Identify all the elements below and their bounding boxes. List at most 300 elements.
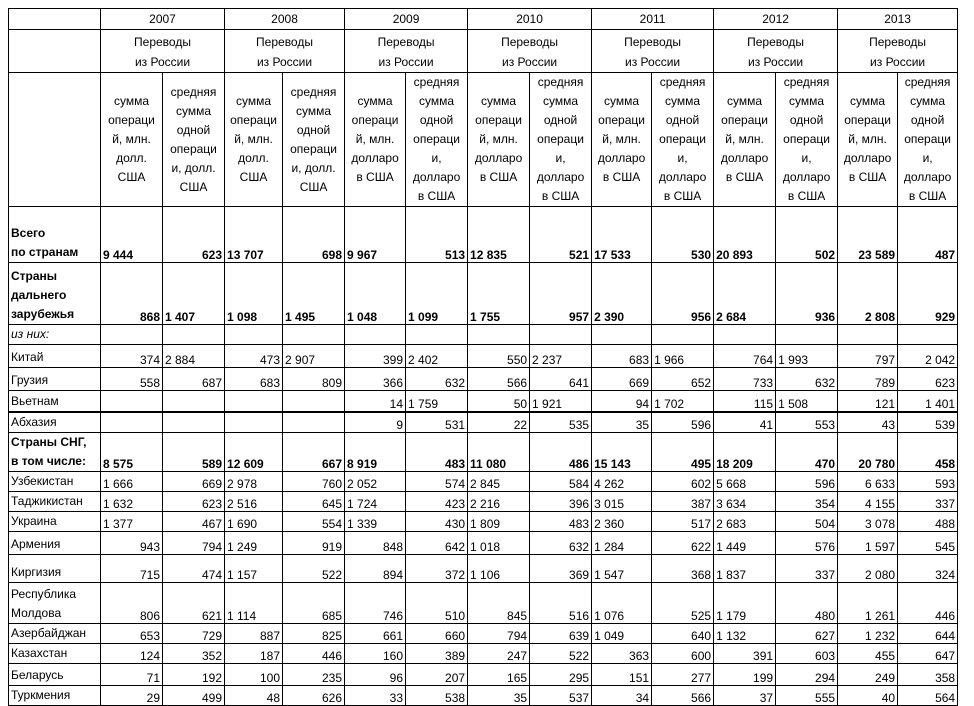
table-cell: 13 707 [225, 207, 283, 263]
row-label [9, 432, 101, 471]
table-cell: 17 533 [592, 207, 652, 263]
table-row [9, 207, 958, 263]
row-label-line: Украина [11, 513, 57, 528]
table-cell: 794 [468, 623, 530, 643]
table-cell: 733 [714, 368, 776, 391]
column-header-line: США [117, 170, 146, 184]
column-header [530, 73, 592, 207]
table-cell: 396 [530, 491, 592, 511]
group-header [468, 30, 592, 73]
table-cell: 652 [652, 368, 714, 391]
table-cell: 12 835 [468, 207, 530, 263]
table-cell: 517 [652, 511, 714, 531]
column-header-line: долл. [116, 151, 147, 165]
column-header-line: и, [677, 151, 688, 165]
column-header [898, 73, 958, 207]
table-cell: 789 [838, 368, 898, 391]
column-header-line: одной [910, 113, 945, 127]
row-label-line: Казахстан [11, 645, 68, 660]
table-cell: 14 [345, 391, 406, 412]
column-header [592, 73, 652, 207]
table-cell: 354 [776, 491, 838, 511]
column-header-line: долларо [658, 170, 707, 184]
table-cell: 957 [530, 263, 592, 325]
table-cell: 470 [776, 432, 838, 471]
table-cell: 3 634 [714, 491, 776, 511]
table-cell: 1 284 [592, 531, 652, 554]
row-label [9, 554, 101, 582]
table-cell: 5 668 [714, 471, 776, 491]
column-header [776, 73, 838, 207]
table-cell: 550 [468, 345, 530, 368]
group-header [345, 30, 468, 73]
group-header-line: из России [502, 55, 558, 69]
table-cell: 1 098 [225, 263, 283, 325]
column-header-line: сумма [665, 94, 701, 108]
row-label [9, 685, 101, 705]
table-cell: 669 [592, 368, 652, 391]
row-label-line: Азербайджан [11, 625, 87, 640]
table-cell: 480 [776, 582, 838, 623]
group-header [225, 30, 345, 73]
table-cell: 537 [530, 685, 592, 705]
column-header-line: сумма [727, 94, 763, 108]
table-cell: 488 [898, 511, 958, 531]
table-cell: 797 [838, 345, 898, 368]
table-cell: 8 919 [345, 432, 406, 471]
column-header [283, 73, 345, 207]
table-cell: 199 [714, 663, 776, 685]
table-cell: 458 [898, 432, 958, 471]
corner-cell [9, 73, 101, 207]
table-cell: 1 407 [163, 263, 225, 325]
table-cell: 642 [406, 531, 468, 554]
table-cell: 391 [714, 643, 776, 663]
year-header: 2008 [225, 9, 345, 30]
table-cell: 1 018 [468, 531, 530, 554]
table-cell: 623 [898, 368, 958, 391]
table-cell: 295 [530, 663, 592, 685]
table-cell: 1 837 [714, 554, 776, 582]
row-label-line: Молдова [11, 605, 62, 620]
table-cell: 698 [283, 207, 345, 263]
row-label-line: Республика [11, 586, 77, 601]
table-cell: 596 [776, 471, 838, 491]
table-cell: 510 [406, 582, 468, 623]
column-header-line: и, долл. [291, 160, 336, 175]
table-cell: 845 [468, 582, 530, 623]
year-header: 2012 [714, 9, 838, 30]
table-cell: 1 339 [345, 511, 406, 531]
table-cell: 337 [898, 491, 958, 511]
table-cell: 499 [163, 685, 225, 705]
table-row [9, 432, 958, 471]
row-label-line: из них: [11, 327, 50, 341]
row-label [9, 471, 101, 491]
table-cell: 622 [652, 531, 714, 554]
table-cell: 564 [898, 685, 958, 705]
year-header: 2013 [838, 9, 958, 30]
row-label [9, 623, 101, 643]
table-cell: 1 702 [652, 391, 714, 412]
column-header-line: сумма [481, 94, 517, 108]
table-cell: 538 [406, 685, 468, 705]
table-cell [225, 391, 283, 412]
table-cell: 2 052 [345, 471, 406, 491]
table-cell: 100 [225, 663, 283, 685]
column-header-line: средняя [413, 75, 460, 89]
column-header-line: й, млн. [355, 132, 395, 146]
table-cell: 661 [345, 623, 406, 643]
table-cell: 535 [530, 412, 592, 433]
column-header-line: США [179, 179, 208, 194]
table-cell: 760 [283, 471, 345, 491]
column-header-line: долларо [843, 151, 892, 165]
group-header-line: из России [625, 55, 681, 69]
table-cell: 641 [530, 368, 592, 391]
column-header [652, 73, 714, 207]
remittances-table [8, 8, 958, 706]
table-cell: 1 993 [776, 345, 838, 368]
column-header-line: долларо [597, 151, 646, 165]
table-cell: 1 179 [714, 582, 776, 623]
table-cell: 187 [225, 643, 283, 663]
table-cell: 1 049 [592, 623, 652, 643]
table-cell: 1 921 [530, 391, 592, 412]
column-header-line: в США [848, 170, 887, 184]
table-cell: 467 [163, 511, 225, 531]
table-cell: 2 042 [898, 345, 958, 368]
column-header-line: операци [413, 132, 460, 146]
table-cell: 596 [652, 412, 714, 433]
table-cell: 3 015 [592, 491, 652, 511]
row-label-line: зарубежья [11, 307, 75, 321]
row-label-line: Всего [11, 226, 46, 240]
column-header-line: в США [479, 170, 518, 184]
column-header-line: в США [663, 189, 702, 203]
column-header-line: и, [555, 151, 566, 165]
column-header-line: долл. [238, 151, 269, 165]
table-cell: 653 [101, 623, 163, 643]
column-header-line: одной [789, 113, 824, 127]
table-cell: 627 [776, 623, 838, 643]
group-header [838, 30, 958, 73]
table-cell: 2 516 [225, 491, 283, 511]
table-cell: 683 [225, 368, 283, 391]
table-cell: 1 597 [838, 531, 898, 554]
table-cell: 387 [652, 491, 714, 511]
column-header-line: долларо [903, 170, 952, 184]
table-cell: 9 [345, 412, 406, 433]
table-cell: 34 [592, 685, 652, 705]
table-cell: 555 [776, 685, 838, 705]
table-cell: 516 [530, 582, 592, 623]
column-header-line: операци [904, 132, 951, 146]
table-cell: 372 [406, 554, 468, 582]
table-cell: 22 [468, 412, 530, 433]
table-cell: 121 [838, 391, 898, 412]
row-label-line: Абхазия [11, 414, 57, 429]
table-cell [101, 325, 163, 345]
table-cell: 495 [652, 432, 714, 471]
column-header [101, 73, 163, 207]
group-header [101, 30, 225, 73]
table-row [9, 391, 958, 412]
group-header-line: Переводы [256, 35, 313, 49]
table-cell: 603 [776, 643, 838, 663]
row-label-line: Узбекистан [11, 473, 74, 488]
column-header-line: средняя [290, 84, 337, 99]
table-cell: 277 [652, 663, 714, 685]
column-header-line: долларо [351, 151, 399, 165]
table-cell: 207 [406, 663, 468, 685]
table-cell: 1 249 [225, 531, 283, 554]
table-cell: 1 690 [225, 511, 283, 531]
table-cell: 473 [225, 345, 283, 368]
row-label-line: Вьетнам [11, 393, 59, 408]
table-cell: 249 [838, 663, 898, 685]
row-label [9, 345, 101, 368]
table-cell: 151 [592, 663, 652, 685]
table-cell: 37 [714, 685, 776, 705]
row-label-line: в том числе: [11, 453, 86, 468]
table-cell: 715 [101, 554, 163, 582]
table-row [9, 582, 958, 623]
table-cell: 35 [592, 412, 652, 433]
row-label-line: Грузия [11, 373, 49, 387]
table-cell: 504 [776, 511, 838, 531]
table-cell: 324 [898, 554, 958, 582]
table-cell: 2 402 [406, 345, 468, 368]
row-label-line: Страны [11, 269, 58, 283]
table-cell: 531 [406, 412, 468, 433]
table-row [9, 663, 958, 685]
column-header-line: долларо [782, 170, 831, 184]
column-header-line: долларо [536, 170, 585, 184]
column-header [714, 73, 776, 207]
table-cell: 399 [345, 345, 406, 368]
year-header: 2010 [468, 9, 592, 30]
table-cell: 632 [776, 368, 838, 391]
column-header-line: операци [475, 113, 522, 127]
row-label [9, 368, 101, 391]
table-cell: 374 [101, 345, 163, 368]
year-header: 2011 [592, 9, 714, 30]
table-row [9, 554, 958, 582]
table-cell: 247 [468, 643, 530, 663]
table-row [9, 263, 958, 325]
column-header-line: средняя [659, 75, 706, 89]
row-label [9, 663, 101, 685]
column-header [406, 73, 468, 207]
table-cell: 894 [345, 554, 406, 582]
table-cell: 352 [163, 643, 225, 663]
group-header-line: из России [870, 55, 926, 69]
column-header-line: операци [844, 113, 891, 127]
table-cell [714, 325, 776, 345]
table-cell [225, 412, 283, 433]
table-cell: 96 [345, 663, 406, 685]
column-header-line: сумма [113, 94, 150, 108]
table-cell: 29 [101, 685, 163, 705]
row-label [9, 207, 101, 263]
group-header-line: Переводы [869, 35, 927, 49]
row-label [9, 511, 101, 531]
table-cell: 919 [283, 531, 345, 554]
column-header-line: и, [922, 151, 933, 165]
table-cell: 2 845 [468, 471, 530, 491]
column-header-line: операци [290, 141, 337, 156]
table-cell: 11 080 [468, 432, 530, 471]
table-cell: 647 [898, 643, 958, 663]
group-header-line: Переводы [747, 35, 805, 49]
table-row [9, 511, 958, 531]
table-cell: 389 [406, 643, 468, 663]
column-header-line: в США [417, 189, 456, 203]
table-cell: 368 [652, 554, 714, 582]
table-cell: 667 [283, 432, 345, 471]
table-cell [468, 325, 530, 345]
table-cell: 1 106 [468, 554, 530, 582]
column-header-line: сумма [910, 94, 946, 108]
table-cell: 2 216 [468, 491, 530, 511]
table-cell [406, 325, 468, 345]
table-cell: 41 [714, 412, 776, 433]
table-row [9, 345, 958, 368]
table-cell: 2 808 [838, 263, 898, 325]
table-cell: 48 [225, 685, 283, 705]
column-header-line: в США [787, 189, 826, 203]
table-cell: 12 609 [225, 432, 283, 471]
row-label [9, 263, 101, 325]
column-header-line: в США [356, 170, 394, 184]
table-cell: 746 [345, 582, 406, 623]
row-label [9, 531, 101, 554]
table-cell: 956 [652, 263, 714, 325]
table-cell: 589 [163, 432, 225, 471]
table-cell: 764 [714, 345, 776, 368]
table-cell: 1 666 [101, 471, 163, 491]
column-header-line: операци [108, 113, 155, 127]
table-cell: 192 [163, 663, 225, 685]
table-cell: 502 [776, 207, 838, 263]
table-cell: 685 [283, 582, 345, 623]
table-row [9, 491, 958, 511]
column-header-line: и, долл. [171, 160, 216, 175]
column-header-line: сумма [296, 103, 332, 118]
table-cell: 593 [898, 471, 958, 491]
table-cell: 566 [652, 685, 714, 705]
table-cell: 337 [776, 554, 838, 582]
column-header-line: операци [170, 141, 217, 156]
table-cell: 1 099 [406, 263, 468, 325]
table-cell: 124 [101, 643, 163, 663]
row-label-line: Таджикистан [11, 493, 83, 508]
table-cell: 1 759 [406, 391, 468, 412]
table-cell [652, 325, 714, 345]
group-header [592, 30, 714, 73]
table-cell: 35 [468, 685, 530, 705]
table-cell: 794 [163, 531, 225, 554]
table-cell: 521 [530, 207, 592, 263]
table-cell [530, 325, 592, 345]
column-header-line: сумма [235, 94, 272, 108]
table-cell: 645 [283, 491, 345, 511]
table-cell: 50 [468, 391, 530, 412]
table-cell [101, 412, 163, 433]
table-cell [225, 325, 283, 345]
column-header-line: сумма [419, 94, 455, 108]
table-cell: 160 [345, 643, 406, 663]
column-header-line: в США [541, 189, 580, 203]
column-header-line: сумма [175, 103, 212, 118]
table-cell: 623 [163, 491, 225, 511]
row-label [9, 391, 101, 412]
table-cell: 8 575 [101, 432, 163, 471]
table-cell: 621 [163, 582, 225, 623]
column-header [163, 73, 225, 207]
table-cell: 20 893 [714, 207, 776, 263]
table-cell: 423 [406, 491, 468, 511]
row-label [9, 643, 101, 663]
table-cell [163, 391, 225, 412]
table-cell: 1 508 [776, 391, 838, 412]
column-header-line: й, млн. [112, 132, 151, 146]
year-header: 2009 [345, 9, 468, 30]
column-header-line: операци [721, 113, 768, 127]
table-cell: 729 [163, 623, 225, 643]
column-header-line: в США [725, 170, 764, 184]
table-cell [776, 325, 838, 345]
table-cell: 626 [283, 685, 345, 705]
table-cell: 574 [406, 471, 468, 491]
table-cell: 584 [530, 471, 592, 491]
table-cell: 1 114 [225, 582, 283, 623]
column-header-line: в США [908, 189, 947, 203]
table-cell: 1 547 [592, 554, 652, 582]
group-header-row [9, 30, 958, 73]
table-cell: 20 780 [838, 432, 898, 471]
table-cell: 554 [283, 511, 345, 531]
row-label [9, 491, 101, 511]
table-cell: 929 [898, 263, 958, 325]
table-cell: 2 684 [714, 263, 776, 325]
table-cell: 33 [345, 685, 406, 705]
table-cell: 660 [406, 623, 468, 643]
table-cell [345, 325, 406, 345]
table-cell: 1 048 [345, 263, 406, 325]
table-cell: 369 [530, 554, 592, 582]
table-cell: 1 724 [345, 491, 406, 511]
row-label-line: Киргизия [11, 564, 62, 579]
table-cell: 2 907 [283, 345, 345, 368]
table-cell: 71 [101, 663, 163, 685]
sub-header-row [9, 73, 958, 207]
table-row [9, 685, 958, 705]
table-cell: 806 [101, 582, 163, 623]
column-header-line: одной [176, 122, 211, 137]
column-header-line: операци [659, 132, 706, 146]
column-header-line: й, млн. [725, 132, 764, 146]
table-cell: 43 [838, 412, 898, 433]
table-cell: 446 [283, 643, 345, 663]
table-cell: 1 076 [592, 582, 652, 623]
table-cell: 558 [101, 368, 163, 391]
table-cell: 576 [776, 531, 838, 554]
table-cell [163, 412, 225, 433]
table-cell: 825 [283, 623, 345, 643]
table-cell: 522 [530, 643, 592, 663]
